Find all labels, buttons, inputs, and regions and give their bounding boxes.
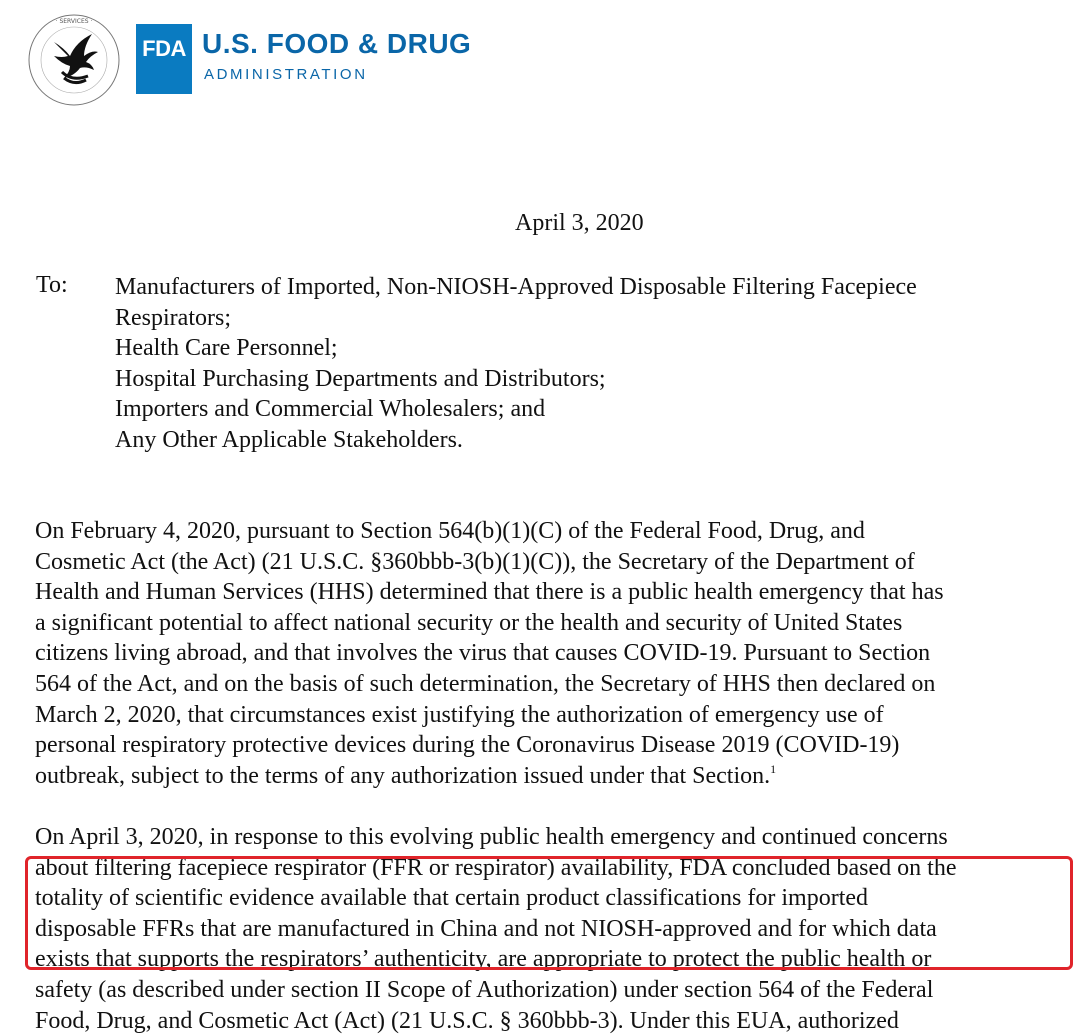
hhs-eagle-seal-icon: [26, 12, 122, 108]
paragraph-line: a significant potential to affect national security or the health and security of United States: [35, 609, 903, 636]
paragraph-line: personal respiratory protective devices during the Coronavirus Disease 2019 (COVID-19): [35, 732, 900, 759]
fda-title: U.S. FOOD & DRUG: [202, 28, 472, 59]
footnote-marker: 1: [770, 761, 777, 776]
fda-subtitle: ADMINISTRATION: [204, 66, 368, 83]
paragraph-line: On February 4, 2020, pursuant to Section 564(b)(1)(C) of the Federal Food, Drug, and: [35, 518, 865, 544]
recipient-line: Manufacturers of Imported, Non-NIOSH-Approved Disposable Filtering Facepiece: [115, 274, 917, 300]
recipient-line: Any Other Applicable Stakeholders.: [115, 426, 463, 453]
paragraph-line: Food, Drug, and Cosmetic Act (Act) (21 U.S.C. § 360bbb-3). Under this EUA, authorized: [35, 1007, 899, 1034]
paragraph-eua: [35, 822, 1065, 1036]
recipient-line: Respirators;: [115, 304, 231, 331]
recipient-line: Health Care Personnel;: [115, 335, 338, 361]
paragraph-line: March 2, 2020, that circumstances exist justifying the authorization of emergency use of: [35, 701, 884, 728]
recipient-list: [115, 272, 1055, 455]
paragraph-line: exists that supports the respirators’ authenticity, are appropriate to protect the public health or: [35, 946, 932, 973]
paragraph-line: totality of scientific evidence available that certain product classifications for imported: [35, 885, 869, 912]
recipient-line: Importers and Commercial Wholesalers; and: [115, 396, 546, 422]
paragraph-line: citizens living abroad, and that involves the virus that causes COVID-19. Pursuant to Section: [35, 640, 931, 667]
paragraph-last-line: [35, 761, 1065, 792]
svg-text:· SERVICES ·: · SERVICES ·: [55, 18, 93, 25]
paragraph-line: Cosmetic Act (the Act) (21 U.S.C. §360bbb-3(b)(1)(C)), the Secretary of the Department of: [35, 548, 915, 575]
paragraph-line: Health and Human Services (HHS) determined that there is a public health emergency that has: [35, 579, 944, 606]
letter-date: April 3, 2020: [515, 210, 644, 236]
paragraph-line: On April 3, 2020, in response to this evolving public health emergency and continued concerns: [35, 824, 948, 850]
paragraph-line: disposable FFRs that are manufactured in China and not NIOSH-approved and for which data: [35, 915, 937, 942]
to-label: To:: [36, 272, 68, 298]
recipient-line: Hospital Purchasing Departments and Distributors;: [115, 365, 606, 392]
paragraph-line-text: outbreak, subject to the terms of any authorization issued under that Section.: [35, 762, 771, 789]
paragraph-line: about filtering facepiece respirator (FFR or respirator) availability, FDA concluded based on the: [35, 854, 957, 881]
fda-logo-box: FDA: [136, 24, 192, 94]
paragraph-line: 564 of the Act, and on the basis of such determination, the Secretary of HHS then declared on: [35, 670, 936, 697]
paragraph-line: safety (as described under section II Scope of Authorization) under section 564 of the Federal: [35, 976, 934, 1003]
paragraph-declaration: [35, 516, 1065, 791]
